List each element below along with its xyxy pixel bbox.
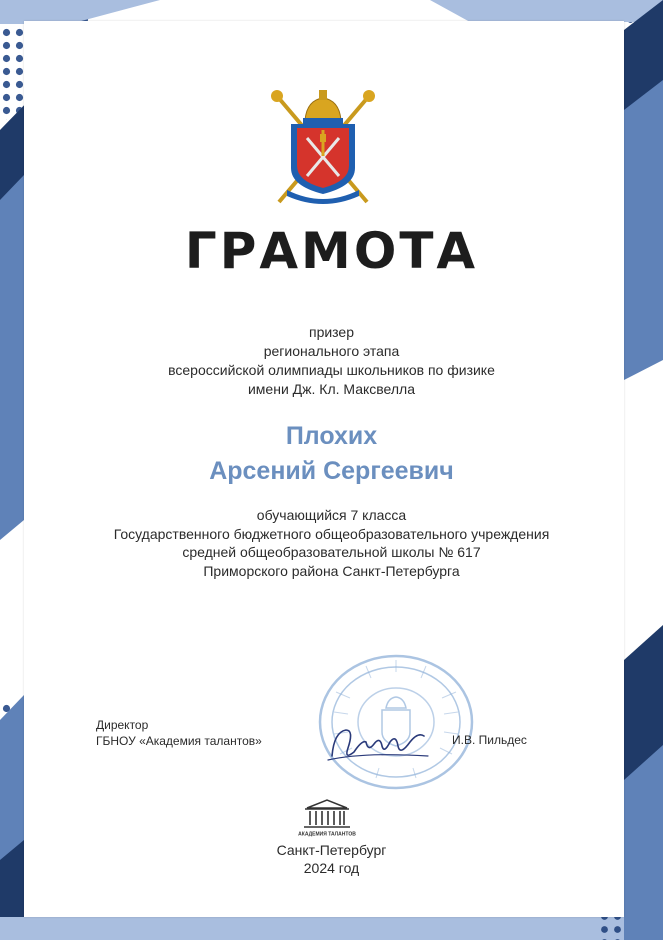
logo-caption: АКАДЕМИЯ ТАЛАНТОВ xyxy=(298,831,356,838)
recipient-surname: Плохих xyxy=(285,422,378,450)
place-and-year xyxy=(0,841,663,877)
award-line: имени Дж. Кл. Максвелла xyxy=(247,381,415,397)
certificate-title: ГРАМОТА xyxy=(184,222,479,280)
award-line: регионального этапа xyxy=(263,343,400,359)
award-line: всероссийской олимпиады школьников по физике xyxy=(168,362,495,378)
award-description xyxy=(0,323,663,399)
award-line: призер xyxy=(308,324,355,340)
recipient-given-names: Арсений Сергеевич xyxy=(209,457,454,485)
saint-petersburg-coat-of-arms-icon xyxy=(267,90,379,208)
details-line: Приморского района Санкт-Петербурга xyxy=(203,562,460,579)
details-line: Государственного бюджетного общеобразовательного учреждения xyxy=(113,525,550,542)
academy-building-logo-icon xyxy=(292,798,362,838)
details-line: обучающийся 7 класса xyxy=(256,507,407,523)
director-name: И.В. Пильдес xyxy=(452,733,527,747)
recipient-name xyxy=(0,419,663,489)
recipient-details xyxy=(0,506,663,580)
director-block xyxy=(96,717,262,749)
city: Санкт-Петербург xyxy=(276,842,387,858)
details-line: средней общеобразовательной школы № 617 xyxy=(182,544,481,560)
handwritten-signature xyxy=(324,712,434,772)
director-organization: ГБНОУ «Академия талантов» xyxy=(96,734,262,748)
year: 2024 год xyxy=(303,860,360,876)
director-role: Директор xyxy=(96,718,149,732)
